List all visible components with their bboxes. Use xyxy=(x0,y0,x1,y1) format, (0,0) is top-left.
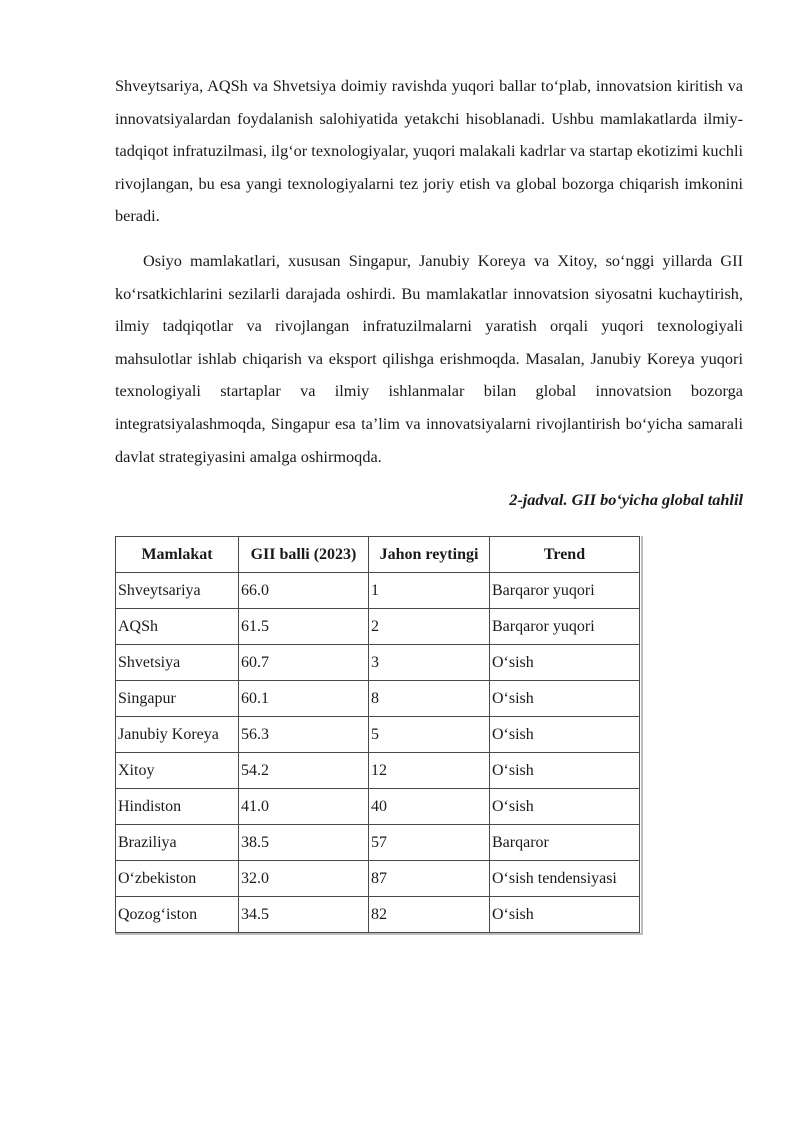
cell-country: Shveytsariya xyxy=(116,573,239,609)
cell-country: Qozog‘iston xyxy=(116,897,239,933)
cell-country: Janubiy Koreya xyxy=(116,717,239,753)
table-row xyxy=(116,717,640,753)
paragraph-leading-countries: Shveytsariya, AQSh va Shvetsiya doimiy ravishda yuqori ballar to‘plab, innovatsion kiritish va innovatsiyalardan foydalanish salohiyatida yetakchi hisoblanadi. Ushbu mamlakatlarda ilmiy-tadqiqot infratuzilmasi, ilg‘or texnologiyalar, yuqori malakali kadrlar va startap ekotizimi kuchli rivojlangan, bu esa yangi texnologiyalarni tez joriy etish va global bozorga chiqarish imkonini beradi. xyxy=(115,76,743,226)
cell-world-rank: 8 xyxy=(369,681,490,717)
cell-country: Singapur xyxy=(116,681,239,717)
table-row xyxy=(116,897,640,933)
paragraph-asian-countries: Osiyo mamlakatlari, xususan Singapur, Janubiy Koreya va Xitoy, so‘nggi yillarda GII ko‘rsatkichlarini sezilarli darajada oshirdi. Bu mamlakatlar innovatsion siyosatni kuchaytirish, ilmiy tadqiqotlar va rivojlangan infratuzilmalarni yaratish orqali yuqori texnologiyali mahsulotlar ishlab chiqarish va eksport qilishga erishmoqda. Masalan, Janubiy Koreya yuqori texnologiyali startaplar va ilmiy ishlanmalar bilan global innovatsion bozorga integratsiyalashmoqda, Singapur esa ta’lim va innovatsiyalarni rivojlantirish bo‘yicha samarali davlat strategiyasini amalga oshirmoqda. xyxy=(115,250,743,466)
cell-country: AQSh xyxy=(116,609,239,645)
document-page xyxy=(115,70,743,935)
cell-world-rank: 12 xyxy=(369,753,490,789)
cell-trend: O‘sish xyxy=(490,645,640,681)
table-row xyxy=(116,861,640,897)
table-row xyxy=(116,645,640,681)
cell-country: Braziliya xyxy=(116,825,239,861)
table-container xyxy=(115,536,643,935)
cell-gii-score: 41.0 xyxy=(239,789,369,825)
cell-trend: O‘sish xyxy=(490,753,640,789)
cell-country: Shvetsiya xyxy=(116,645,239,681)
table-row xyxy=(116,573,640,609)
cell-gii-score: 38.5 xyxy=(239,825,369,861)
table-header-row xyxy=(116,537,640,573)
cell-trend: Barqaror yuqori xyxy=(490,573,640,609)
cell-country: O‘zbekiston xyxy=(116,861,239,897)
cell-trend: O‘sish xyxy=(490,789,640,825)
cell-trend: O‘sish xyxy=(490,681,640,717)
cell-trend: O‘sish tendensiyasi xyxy=(490,861,640,897)
cell-world-rank: 82 xyxy=(369,897,490,933)
table-row xyxy=(116,789,640,825)
cell-gii-score: 56.3 xyxy=(239,717,369,753)
cell-gii-score: 60.7 xyxy=(239,645,369,681)
cell-trend: Barqaror xyxy=(490,825,640,861)
column-header-gii-score: GII balli (2023) xyxy=(239,537,369,573)
cell-trend: O‘sish xyxy=(490,897,640,933)
cell-trend: O‘sish xyxy=(490,717,640,753)
cell-gii-score: 66.0 xyxy=(239,573,369,609)
cell-gii-score: 32.0 xyxy=(239,861,369,897)
cell-gii-score: 54.2 xyxy=(239,753,369,789)
cell-gii-score: 60.1 xyxy=(239,681,369,717)
table-caption: 2-jadval. GII bo‘yicha global tahlil xyxy=(509,490,743,510)
table-row xyxy=(116,753,640,789)
gii-table xyxy=(115,536,640,933)
cell-trend: Barqaror yuqori xyxy=(490,609,640,645)
cell-world-rank: 57 xyxy=(369,825,490,861)
cell-world-rank: 2 xyxy=(369,609,490,645)
cell-country: Xitoy xyxy=(116,753,239,789)
cell-world-rank: 3 xyxy=(369,645,490,681)
cell-world-rank: 5 xyxy=(369,717,490,753)
column-header-world-rank: Jahon reytingi xyxy=(369,537,490,573)
table-row xyxy=(116,609,640,645)
cell-world-rank: 1 xyxy=(369,573,490,609)
column-header-trend: Trend xyxy=(490,537,640,573)
column-header-country: Mamlakat xyxy=(116,537,239,573)
cell-world-rank: 87 xyxy=(369,861,490,897)
table-row xyxy=(116,681,640,717)
cell-gii-score: 34.5 xyxy=(239,897,369,933)
cell-world-rank: 40 xyxy=(369,789,490,825)
cell-gii-score: 61.5 xyxy=(239,609,369,645)
cell-country: Hindiston xyxy=(116,789,239,825)
table-row xyxy=(116,825,640,861)
